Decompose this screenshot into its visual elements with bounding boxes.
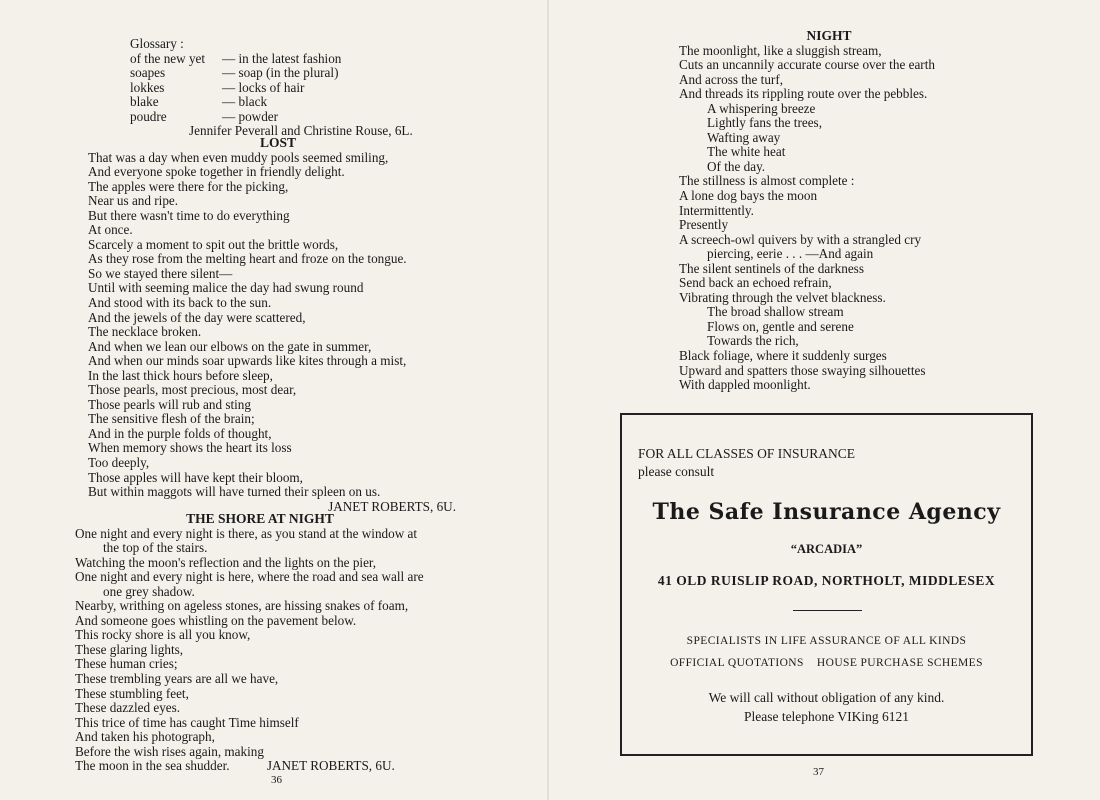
call-line: We will call without obligation of any kind.	[708, 690, 945, 705]
poem-line: piercing, eerie . . . —And again	[707, 246, 874, 262]
glossary-list	[130, 52, 470, 125]
poem-line: These human cries;	[75, 656, 178, 672]
poem-line: Upward and spatters those swaying silhouettes	[679, 362, 926, 378]
poem-line: And in the purple folds of thought,	[88, 425, 272, 441]
divider	[793, 610, 862, 611]
poem-line: Wafting away	[707, 129, 781, 145]
poem-line: Scarcely a moment to spit out the brittle words,	[88, 236, 339, 252]
poem-line: Before the wish rises again, making	[75, 743, 264, 759]
poem-line: Intermittently.	[679, 202, 754, 218]
services-line: OFFICIAL QUOTATIONS HOUSE PURCHASE SCHEMES	[670, 657, 983, 669]
poem-line: And threads its rippling route over the pebbles.	[679, 86, 928, 102]
poem-line: And the jewels of the day were scattered,	[88, 309, 306, 325]
glossary-heading: Glossary :	[130, 36, 184, 51]
poem-line: Too deeply,	[88, 455, 150, 471]
poem-line: Towards the rich,	[707, 333, 799, 349]
poem-line: Watching the moon's reflection and the lights on the pier,	[75, 554, 377, 570]
right-page	[549, 0, 1100, 800]
page-number: 36	[271, 774, 282, 786]
poem-body	[88, 151, 468, 500]
poem-title: THE SHORE AT NIGHT	[186, 511, 334, 526]
poem-line: The silent sentinels of the darkness	[679, 260, 864, 276]
page-number: 37	[813, 766, 824, 778]
poem-line: And everyone spoke together in friendly delight.	[88, 164, 345, 180]
glossary-term: soapes	[130, 65, 166, 81]
agency-address: 41 OLD RUISLIP ROAD, NORTHOLT, MIDDLESEX	[657, 573, 996, 588]
poem-line: A whispering breeze	[707, 100, 816, 116]
poem-line: The stillness is almost complete :	[679, 173, 855, 189]
glossary-meaning: — soap (in the plural)	[222, 65, 339, 81]
poem-line: And someone goes whistling on the pavement below.	[75, 612, 357, 628]
poem-line: Until with seeming malice the day had swung round	[88, 280, 364, 296]
poem-line: Vibrating through the velvet blackness.	[679, 289, 886, 305]
glossary-term: of the new yet	[130, 50, 206, 66]
insurance-advert	[620, 413, 1033, 756]
agency-name: The Safe Insurance Agency	[652, 499, 1001, 525]
poem-line: One night and every night is there, as you stand at the window at	[75, 525, 418, 541]
poem-line: These stumbling feet,	[75, 685, 189, 701]
poem-line: Those pearls, most precious, most dear,	[88, 382, 297, 398]
left-page	[0, 0, 549, 800]
poem-line: In the last thick hours before sleep,	[88, 367, 273, 383]
poem-line: Of the day.	[707, 158, 766, 174]
poem-line: These glaring lights,	[75, 641, 184, 657]
poem-line: This trice of time has caught Time himself	[75, 714, 299, 730]
glossary-term: lokkes	[130, 79, 165, 95]
poem-line: As they rose from the melting heart and froze on the tongue.	[88, 251, 407, 267]
poem-title: LOST	[259, 135, 297, 150]
poem-line: Black foliage, where it suddenly surges	[679, 348, 887, 364]
poem-line: And taken his photograph,	[75, 729, 215, 745]
poem-author: JANET ROBERTS, 6U.	[266, 758, 395, 774]
poem-line: And stood with its back to the sun.	[88, 295, 272, 311]
poem-line: The broad shallow stream	[707, 304, 844, 320]
poem-line: Presently	[679, 217, 729, 233]
glossary-meaning: — black	[222, 94, 268, 110]
glossary	[130, 37, 470, 139]
poem-line: These dazzled eyes.	[75, 700, 181, 716]
poem-line: Those pearls will rub and sting	[88, 396, 251, 412]
poem-line: One night and every night is here, where the road and sea wall are	[75, 569, 424, 585]
poem-line: But there wasn't time to do everything	[88, 207, 290, 223]
poem-line: Lightly fans the trees,	[707, 115, 822, 131]
poem-body	[75, 527, 495, 760]
poem-line: And when we lean our elbows on the gate in summer,	[88, 338, 372, 354]
poem-line: Those apples will have kept their bloom,	[88, 469, 303, 485]
poem-line: This rocky shore is all you know,	[75, 627, 251, 643]
poem-line: Flows on, gentle and serene	[707, 318, 854, 334]
poem-lost	[88, 136, 468, 514]
poem-line: And when our minds soar upwards like kites through a mist,	[88, 353, 407, 369]
poem-line: When memory shows the heart its loss	[88, 440, 292, 456]
glossary-credit: Jennifer Peverall and Christine Rouse, 6L.	[189, 123, 413, 139]
glossary-meaning: — locks of hair	[222, 79, 305, 95]
poem-line: one grey shadow.	[103, 583, 195, 599]
poem-title: NIGHT	[806, 28, 852, 43]
poem-line: The moonlight, like a sluggish stream,	[679, 42, 882, 58]
poem-author: JANET ROBERTS, 6U.	[328, 498, 456, 514]
poem-line: Send back an echoed refrain,	[679, 275, 832, 291]
poem-line: The necklace broken.	[88, 324, 202, 340]
poem-last-line	[75, 759, 495, 774]
poem-line: These trembling years are all we have,	[75, 671, 279, 687]
advert-intro-line: FOR ALL CLASSES OF INSURANCE	[638, 446, 856, 461]
poem-line: A lone dog bays the moon	[679, 188, 818, 204]
poem-line: The apples were there for the picking,	[88, 178, 289, 194]
poem-line: The white heat	[707, 144, 786, 160]
glossary-term: blake	[130, 94, 159, 110]
poem-body	[679, 44, 1009, 393]
poem-line: With dappled moonlight.	[679, 377, 811, 393]
poem-line: Nearby, writhing on ageless stones, are hissing snakes of foam,	[75, 598, 409, 614]
poem-night	[679, 29, 1009, 393]
advert-intro-line: please consult	[638, 464, 715, 479]
poem-line: At once.	[88, 222, 133, 238]
poem-line: But within maggots will have turned their spleen on us.	[88, 484, 381, 500]
glossary-meaning: — powder	[222, 108, 279, 124]
poem-line: So we stayed there silent—	[88, 265, 233, 281]
poem-line: The moon in the sea shudder.	[75, 758, 230, 774]
glossary-meaning: — in the latest fashion	[222, 50, 342, 66]
poem-shore-at-night	[75, 512, 495, 774]
telephone-line: Please telephone VIKing 6121	[743, 709, 910, 724]
poem-line: the top of the stairs.	[103, 540, 208, 556]
poem-line: Near us and ripe.	[88, 193, 179, 209]
poem-line: The sensitive flesh of the brain;	[88, 411, 255, 427]
poem-line: Cuts an uncannily accurate course over the earth	[679, 57, 935, 73]
house-name: “ARCADIA”	[790, 542, 863, 556]
specialists-line: SPECIALISTS IN LIFE ASSURANCE OF ALL KINDS	[686, 635, 967, 647]
poem-line: And across the turf,	[679, 71, 784, 87]
poem-line: A screech-owl quivers by with a strangled cry	[679, 231, 922, 247]
poem-line: That was a day when even muddy pools seemed smiling,	[88, 149, 389, 165]
glossary-term: poudre	[130, 108, 167, 124]
advert-intro	[638, 445, 855, 481]
